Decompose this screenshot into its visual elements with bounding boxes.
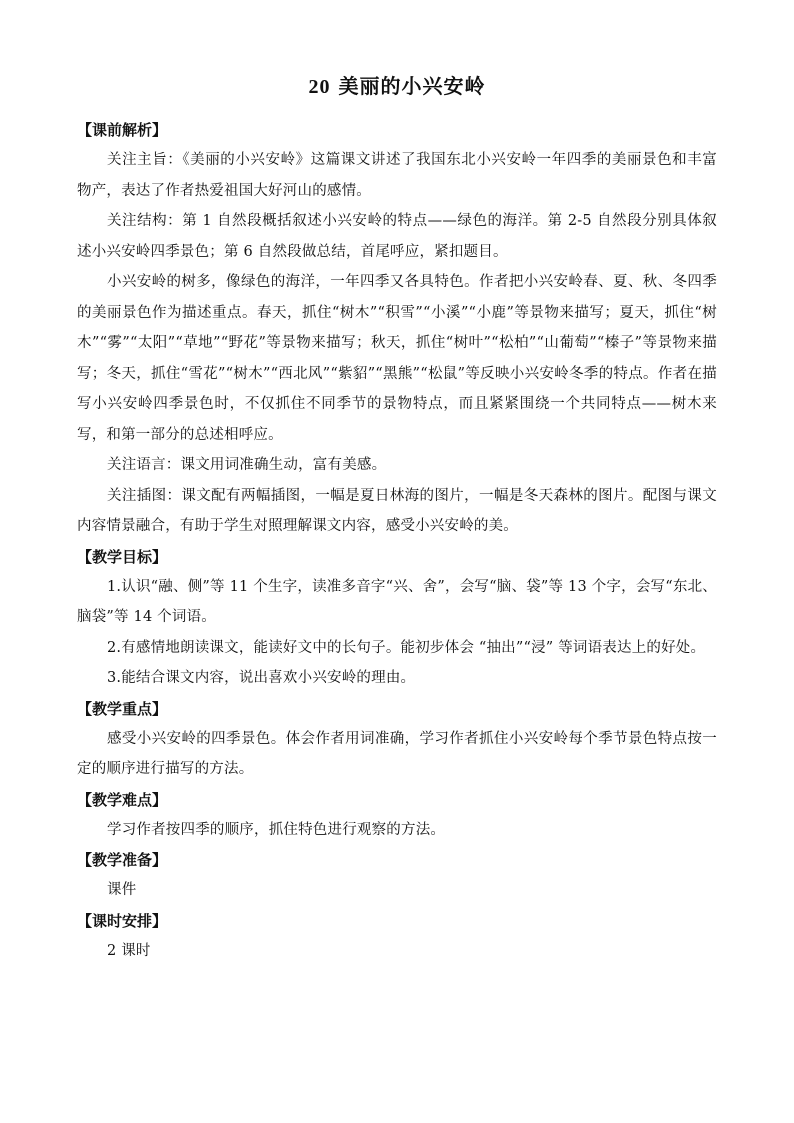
section-analysis	[77, 115, 717, 542]
analysis-structure-paragraph: 关注结构：第 1 自然段概括叙述小兴安岭的特点——绿色的海洋。第 2-5 自然段分别具体叙述小兴安岭四季景色；第 6 自然段做总结，首尾呼应，紧扣题目。	[77, 213, 717, 260]
lesson-number: 20	[308, 76, 331, 98]
section-heading-difficulties: 【教学难点】	[77, 790, 168, 809]
section-key-points	[77, 694, 717, 785]
section-preparation	[77, 845, 717, 906]
section-heading-key-points: 【教学重点】	[77, 699, 168, 718]
goal-item-3: 3.能结合课文内容，说出喜欢小兴安岭的理由。	[107, 670, 416, 686]
section-heading-goals: 【教学目标】	[77, 547, 168, 566]
analysis-illustration-paragraph: 关注插图：课文配有两幅插图，一幅是夏日林海的图片，一幅是冬天森林的图片。配图与课文内容情景融合，有助于学生对照理解课文内容，感受小兴安岭的美。	[77, 487, 717, 534]
section-heading-schedule: 【课时安排】	[77, 911, 168, 930]
goal-item-2: 2.有感情地朗读课文，能读好文中的长句子。能初步体会 “抽出”“浸” 等词语表达上的好处。	[107, 639, 706, 656]
analysis-content-paragraph: 小兴安岭的树多，像绿色的海洋，一年四季又各具特色。作者把小兴安岭春、夏、秋、冬四季的美丽景色作为描述重点。春天，抓住“树木”“积雪”“小溪”“小鹿”等景物来描写；夏天，抓住“树木”“雾”“太阳”“草地”“野花”等景物来描写；秋天，抓住“树叶”“松柏”“山葡萄”“榛子”等景物来描写；冬天，抓住“雪花”“树木”“西北风”“紫貂”“黑熊”“松鼠”等反映小兴安岭冬季的特点。作者在描写小兴安岭四季景色时，不仅抓住不同季节的景物特点，而且紧紧围绕一个共同特点——树木来写，和第一部分的总述相呼应。	[77, 274, 717, 443]
schedule-paragraph: 2 课时	[107, 942, 151, 959]
section-heading-preparation: 【教学准备】	[77, 851, 168, 869]
preparation-paragraph: 课件	[107, 882, 137, 898]
section-difficulties	[77, 785, 717, 846]
analysis-theme-paragraph: 关注主旨：《美丽的小兴安岭》这篇课文讲述了我国东北小兴安岭一年四季的美丽景色和丰富物产，表达了作者热爱祖国大好河山的感情。	[77, 152, 717, 199]
document-body	[77, 115, 717, 966]
goal-item-1: 1.认识“融、侧”等 11 个生字，读准多音字“兴、舍”，会写“脑、袋”等 13 个字，会写“东北、脑袋”等 14 个词语。	[77, 578, 717, 625]
lesson-title	[0, 70, 794, 99]
key-points-paragraph: 感受小兴安岭的四季景色。体会作者用词准确，学习作者抓住小兴安岭每个季节景色特点按一定的顺序进行描写的方法。	[77, 730, 717, 777]
section-goals	[77, 542, 717, 694]
section-heading-analysis: 【课前解析】	[77, 121, 168, 139]
difficulties-paragraph: 学习作者按四季的顺序，抓住特色进行观察的方法。	[107, 821, 446, 838]
section-schedule	[77, 906, 717, 967]
analysis-language-paragraph: 关注语言：课文用词准确生动，富有美感。	[107, 457, 387, 473]
lesson-title-text: 美丽的小兴安岭	[338, 74, 486, 98]
